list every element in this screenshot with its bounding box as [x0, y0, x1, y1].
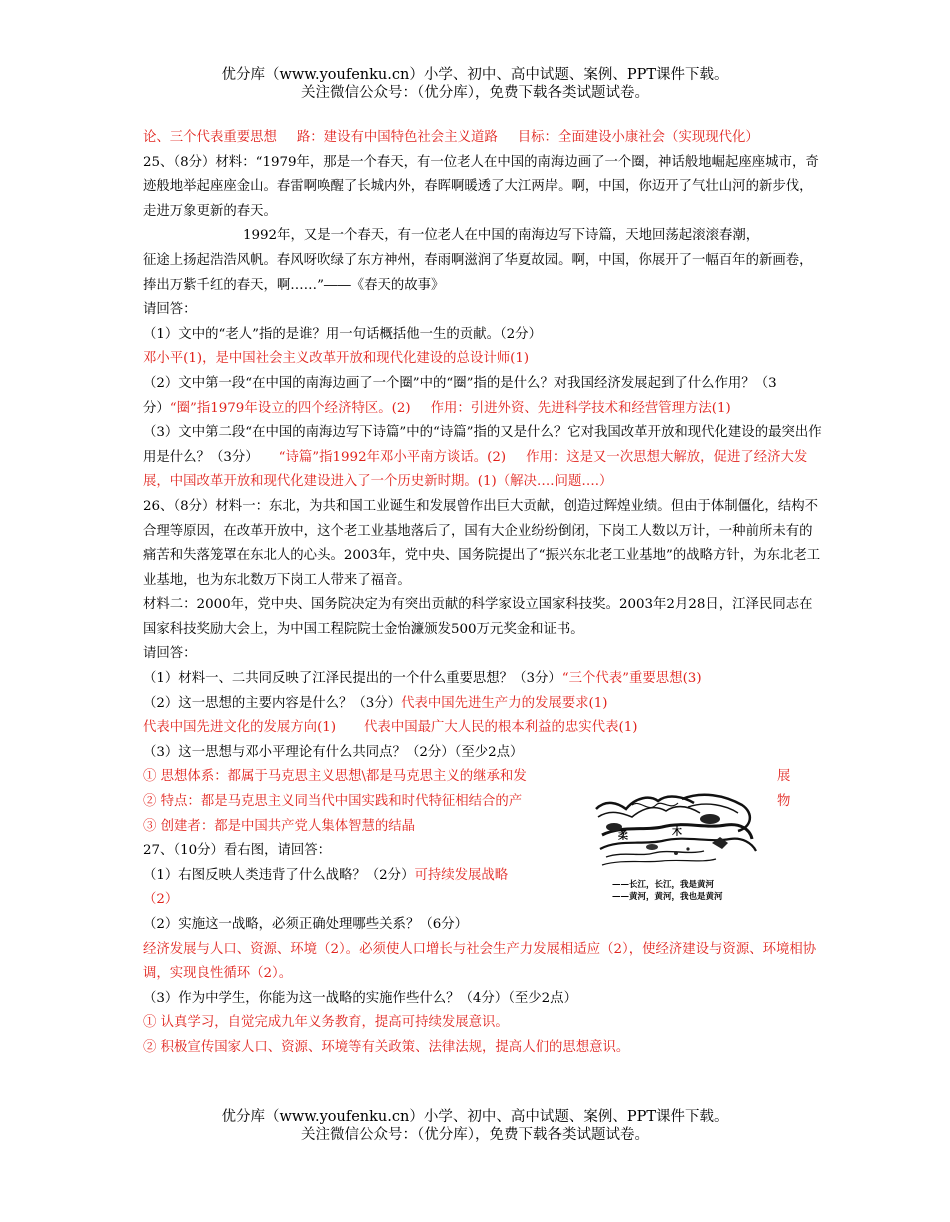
river-cartoon-figure — [592, 791, 762, 903]
q26-sub2-answers-cont — [143, 716, 823, 741]
q26-sub3-answer-3: ③ 创建者：都是中国共产党人集体智慧的结晶 — [143, 818, 416, 834]
figure-caption-2: ——黄河，黄河，我也是黄河 — [612, 892, 723, 902]
q26-sub2-answer-3: 代表中国最广大人民的根本利益的忠实代表(1) — [364, 720, 638, 736]
q26-sub3-answer-1-tail: 展 — [777, 769, 791, 785]
intro-road: 路：建设有中国特色社会主义道路 — [296, 130, 498, 145]
intro-theory: 论、三个代表重要思想 — [143, 130, 277, 145]
figure-glyph-left: 柔 — [618, 831, 628, 842]
q26-sub2-question: （2）这一思想的主要内容是什么？（3分） — [143, 695, 402, 711]
header-line-2: 关注微信公众号：（优分库），免费下载各类试题试卷。 — [301, 85, 649, 101]
document-body — [143, 126, 823, 1061]
q26-sub1-question: （1）材料一、二共同反映了江泽民提出的一个什么重要思想？（3分） — [143, 671, 562, 687]
q27-sub1-question: （1）右图反映人类违背了什么战略？（2分） — [143, 867, 415, 883]
q25-ask: 请回答： — [143, 302, 197, 318]
q26-sub2-answer-2: 代表中国先进文化的发展方向(1) — [143, 720, 337, 736]
intro-goal: 目标：全面建设小康社会（实现现代化） — [517, 130, 759, 145]
q26-sub3-question: （3）这一思想与邓小平理论有什么共同点？（2分）（至少2点） — [143, 744, 524, 760]
q27-sub3-question: （3）作为中学生，你能为这一战略的实施作些什么？（4分）（至少2点） — [143, 990, 577, 1006]
q25-material-2a: 1992年，又是一个春天，有一位老人在中国的南海边写下诗篇，天地回荡起滚滚春潮， — [243, 228, 760, 244]
figure-glyph-right: 木 — [672, 827, 682, 838]
page-header — [0, 66, 950, 102]
q27-heading: 27、（10分）看右图，请回答： — [143, 843, 332, 859]
q25-sub3-answer-2: 作用：这是又一次思想大解放，促进了经济大发展，中国改革开放和现代化建设进入了一个历史新时期。(1)（解决….问题….） — [143, 449, 808, 490]
footer-line-1: 优分库（www.youfenku.cn）小学、初中、高中试题、案例、PPT课件下载。 — [221, 1109, 729, 1125]
q25-sub3-answer-1: “诗篇”指1992年邓小平南方谈话。(2) — [278, 449, 507, 465]
q27-sub3-answer-1: ① 认真学习，自觉完成九年义务教育，提高可持续发展意识。 — [143, 1015, 509, 1031]
q25-sub2-answer-1: “圈”指1979年设立的四个经济特区。(2) — [169, 400, 411, 416]
q26-sub3-answer-1: ① 思想体系：都属于马克思主义思想\都是马克思主义的继承和发 — [143, 769, 527, 785]
page-footer — [0, 1108, 950, 1144]
q27-sub2-answer: 经济发展与人口、资源、环境（2）。必须使人口增长与社会生产力发展相适应（2），使经济建设与资源、环境相协调，实现良性循环（2）。 — [143, 941, 817, 982]
intro-line — [143, 126, 823, 151]
q25-material: 25、（8分）材料：“1979年，那是一个春天，有一位老人在中国的南海边画了一个圈，神话般地崛起座座城市，奇迹般地举起座座金山。春雷啊唤醒了长城内外，春晖啊暖透了大江两岸。啊，中国，你迈开了气壮山河的新步伐，走进万象更新的春天。 — [143, 154, 819, 219]
q26-sub3-answer-2-tail: 物 — [777, 794, 791, 810]
q26-sub2 — [143, 692, 823, 717]
q27-sub1-answer: 可持续发展战略 — [414, 867, 509, 883]
q26-sub1-answer: “三个代表”重要思想(3) — [561, 671, 702, 687]
footer-line-2: 关注微信公众号：（优分库），免费下载各类试题试卷。 — [301, 1127, 649, 1143]
q26-material-2: 材料二：2000年，党中央、国务院决定为有突出贡献的科学家设立国家科技奖。2003年2月28日，江泽民同志在国家科技奖励大会上，为中国工程院院士金怡濂颁发500万元奖金和证书。 — [143, 597, 813, 637]
q26-ask: 请回答： — [143, 646, 197, 662]
q27-sub1-score: （2） — [143, 892, 179, 908]
q25-sub3 — [143, 421, 823, 495]
figure-caption-1: ——长江，长江，我是黄河 — [612, 880, 715, 890]
q25-material-2b: 征途上扬起浩浩风帆。春风呀吹绿了东方神州，春雨啊滋润了华夏故园。啊，中国，你展开了一幅百年的新画卷，捧出万紫千红的春天，啊……”――《春天的故事》 — [143, 252, 813, 293]
q25-sub1-answer: 邓小平(1)，是中国社会主义改革开放和现代化建设的总设计师(1) — [143, 351, 530, 367]
q27-sub3-answer-2: ② 积极宣传国家人口、资源、环境等有关政策、法律法规，提高人们的思想意识。 — [143, 1039, 630, 1055]
q25-sub3-question: （3）文中第二段“在中国的南海边写下诗篇”中的“诗篇”指的又是什么？它对我国改革开放和现代化建设的最突出作用是什么？（3分） — [143, 425, 822, 465]
q26-sub1 — [143, 667, 823, 692]
q27-sub2-question: （2）实施这一战略，必须正确处理哪些关系？（6分） — [143, 917, 469, 932]
q25-sub2-question: （2）文中第一段“在中国的南海边画了一个圈”中的“圈”指的是什么？对我国经济发展起到了什么作用？（3分） — [143, 375, 777, 416]
q25-sub2-answer-2: 作用：引进外资、先进科学技术和经营管理方法(1) — [430, 400, 731, 416]
header-line-1: 优分库（www.youfenku.cn）小学、初中、高中试题、案例、PPT课件下载。 — [221, 67, 729, 83]
q26-material-1: 26、（8分）材料一：东北，为共和国工业诞生和发展曾作出巨大贡献，创造过辉煌业绩。但由于体制僵化，结构不合理等原因，在改革开放中，这个老工业基地落后了，国有大企业纷纷倒闭，下岗工人数以万计，一种前所未有的痛苦和失落笼罩在东北人的心头。2003年，党中央、国务院提出了“振兴东北老工业基地”的战略方针，为东北老工业基地，也为东北数万下岗工人带来了福音。 — [143, 498, 821, 588]
q26-sub3-answer-1-row — [143, 765, 823, 790]
q25-sub2 — [143, 372, 823, 421]
q26-sub3-answer-2: ② 特点：都是马克思主义同当代中国实践和时代特征相结合的产 — [143, 794, 523, 810]
river-cartoon-drawing — [592, 791, 762, 903]
q26-sub2-answer-1: 代表中国先进生产力的发展要求(1) — [401, 695, 608, 711]
q25-sub1-question: （1）文中的“老人”指的是谁？用一句话概括他一生的贡献。（2分） — [143, 326, 542, 342]
